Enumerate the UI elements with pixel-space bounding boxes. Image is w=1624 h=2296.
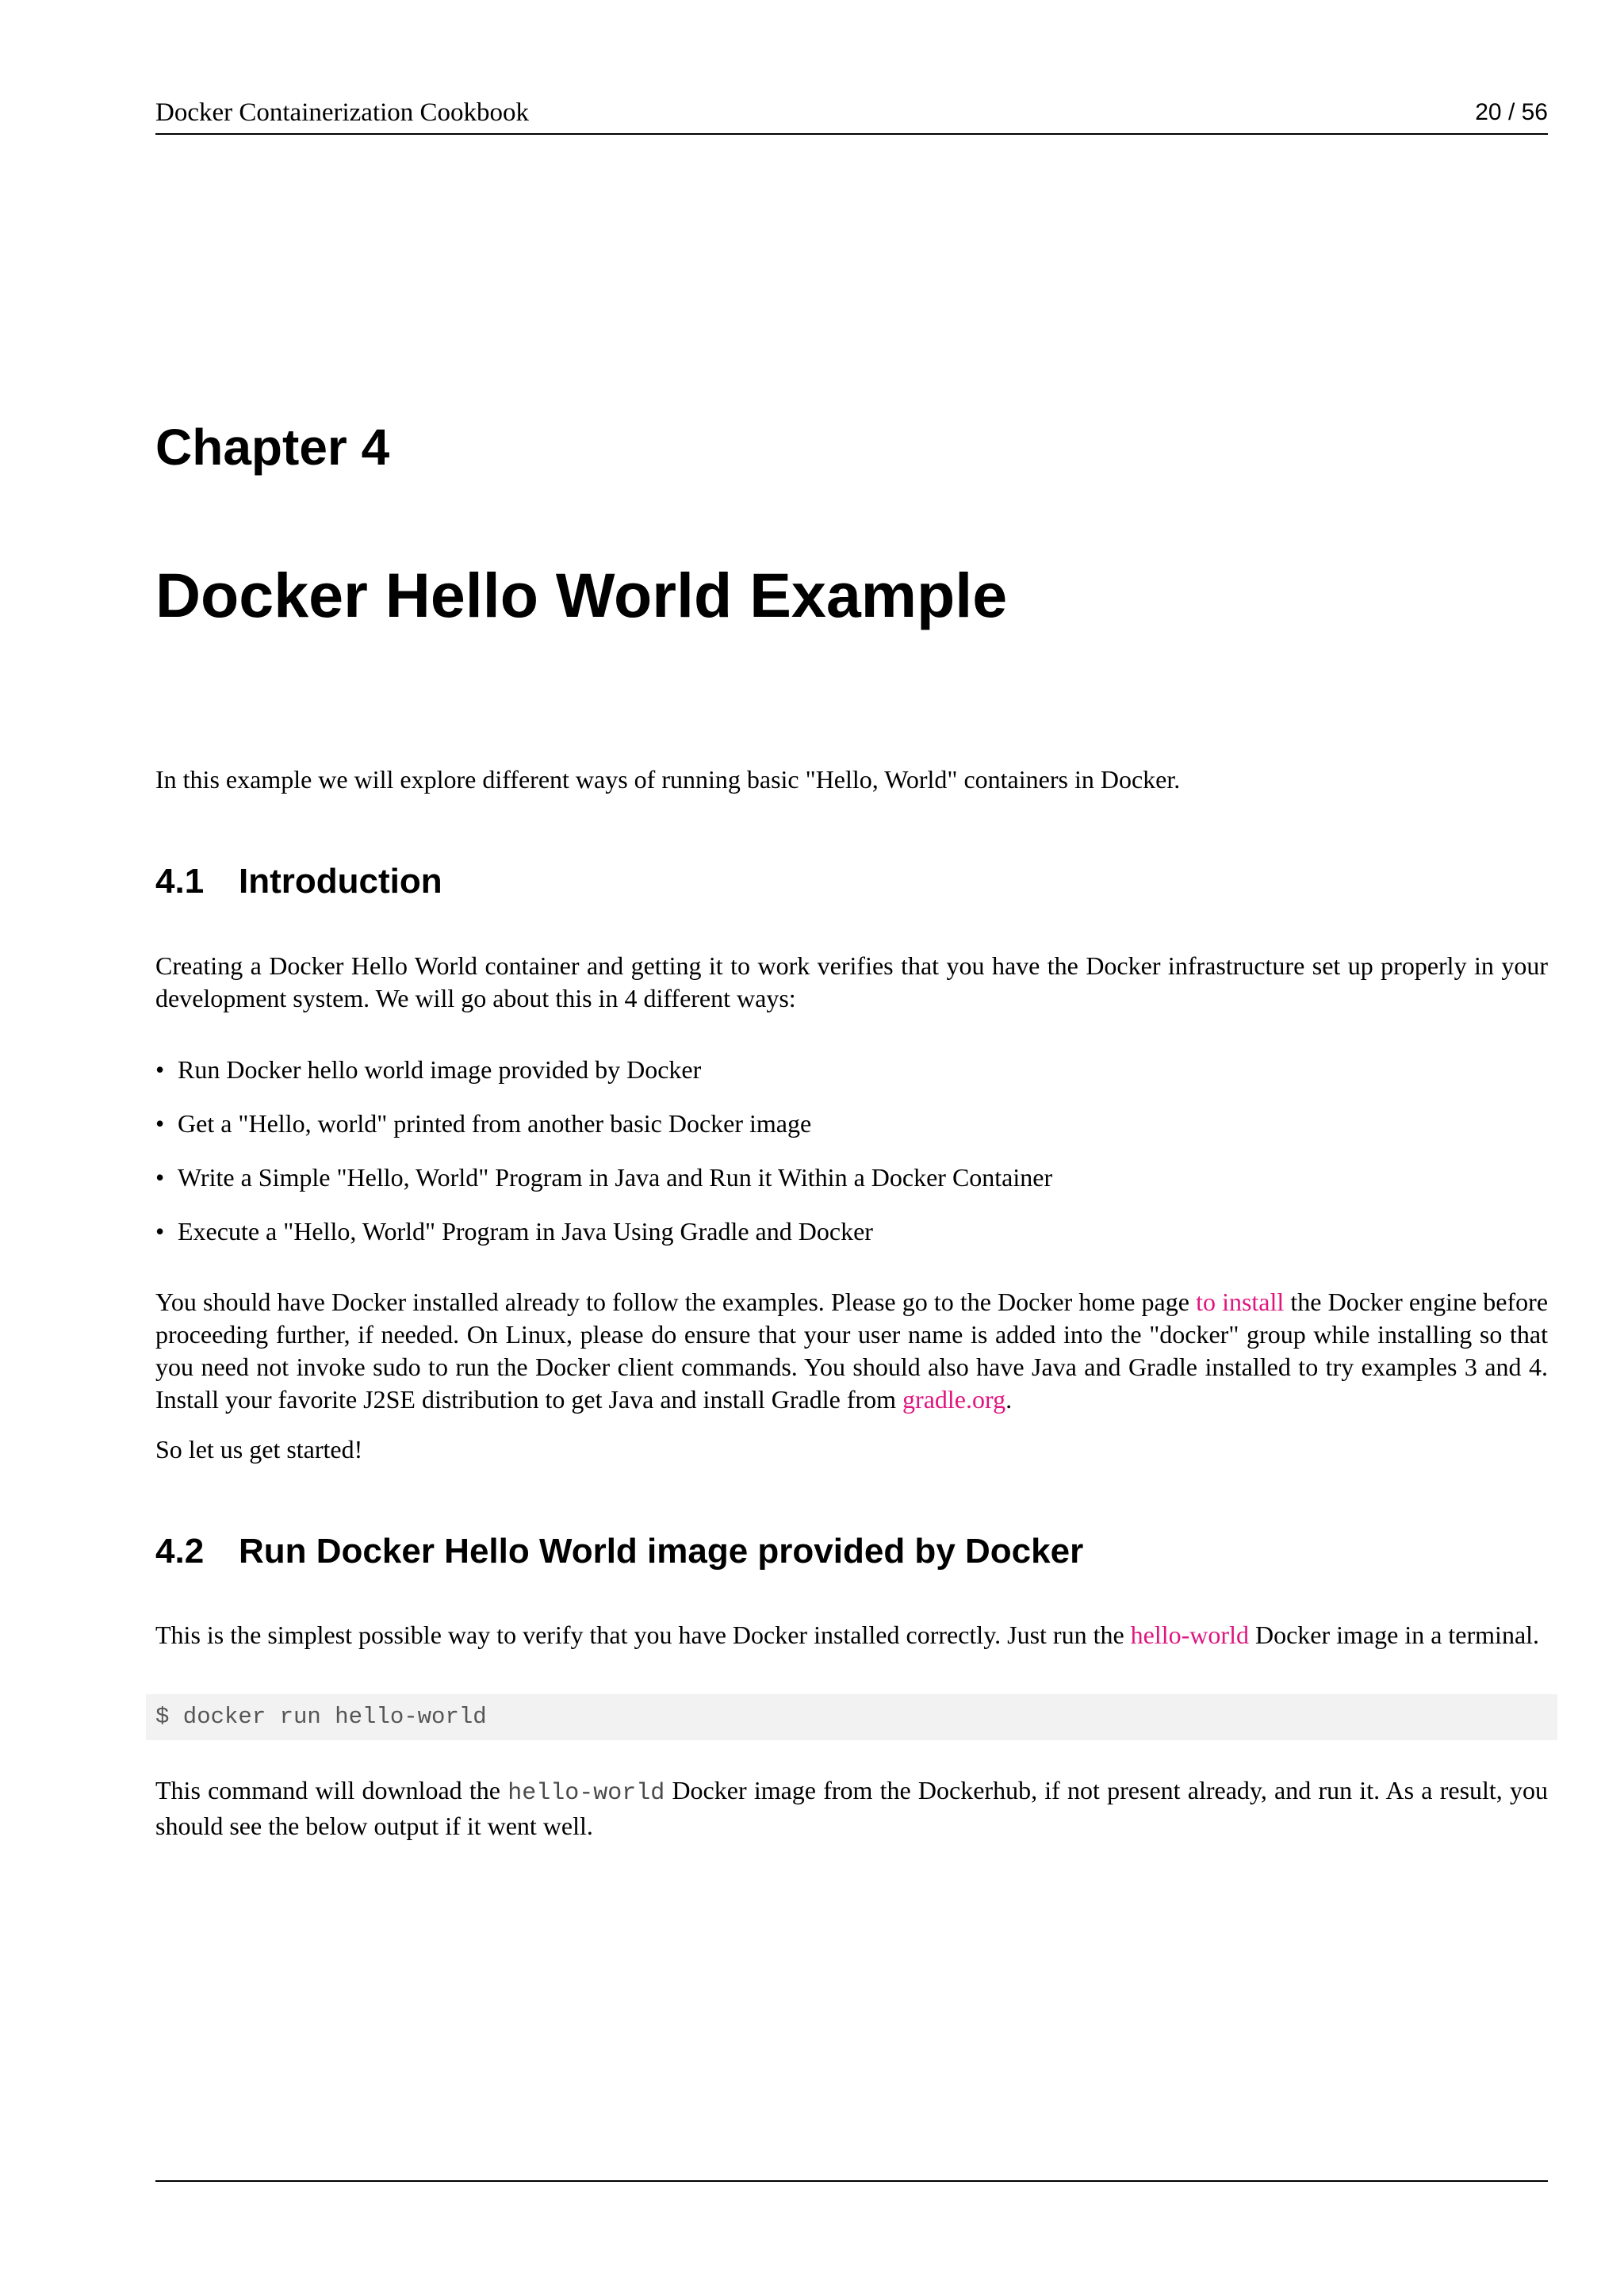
chapter-title: Docker Hello World Example [155,560,1008,630]
list-item-text: Write a Simple "Hello, World" Program in Java and Run it Within a Docker Container [178,1163,1053,1192]
list-item-text: Get a "Hello, world" printed from another basic Docker image [178,1109,812,1138]
ways-list [155,1054,1548,1269]
page-number: 20 / 56 [1475,99,1548,125]
bullet-icon: • [155,1055,165,1084]
section-heading-run-hello-world [155,1529,1083,1574]
footer-rule [155,2180,1548,2182]
to-install-link[interactable]: to install [1196,1288,1285,1316]
gradle-org-link[interactable]: gradle.org [902,1385,1006,1414]
list-item [155,1215,1548,1248]
list-item-text: Run Docker hello world image provided by Docker [178,1055,702,1084]
hello-world-link[interactable]: hello-world [1130,1621,1249,1649]
install-text-2: the Docker engine before proceeding further, if needed. On Linux, please do ensure that your user name is added into the "docker" group while installing so that you need not invoke sudo to run the Docker client commands. You should also have Java and Gradle installed to try examples 3 and 4. Install your favorite J2SE distribution to get Java and install Gradle from [155,1288,1549,1414]
book-title: Docker Containerization Cookbook [155,98,530,127]
chapter-label: Chapter 4 [155,419,390,476]
introduction-paragraph: Creating a Docker Hello World container and getting it to work verifies that you have the Docker infrastructure set up properly in your development system. We will go about this in 4 different ways: [155,951,1548,1012]
result-text-2: Docker image from the Dockerhub, if not present already, and run it. As a result, you should see the below output if it went well. [155,1776,1549,1840]
list-item [155,1054,1548,1086]
result-paragraph [155,1774,1548,1843]
list-item [155,1108,1548,1140]
code-block: $ docker run hello-world [146,1694,1557,1740]
install-text-3: . [1005,1385,1013,1414]
list-item [155,1161,1548,1194]
section-number: 4.1 [155,862,205,901]
bullet-icon: • [155,1163,165,1192]
section-title: Introduction [239,862,442,901]
install-paragraph [155,1286,1548,1416]
section-title: Run Docker Hello World image provided by Docker [239,1532,1084,1571]
inline-code: hello-world [508,1780,665,1807]
list-item-text: Execute a "Hello, World" Program in Java Using Gradle and Docker [178,1217,873,1246]
result-text-1: This command will download the [155,1776,508,1804]
section-number: 4.2 [155,1532,205,1571]
run-text-1: This is the simplest possible way to verify that you have Docker installed correctly. Just run the [155,1621,1131,1649]
install-text-1: You should have Docker installed already to follow the examples. Please go to the Docker home page [155,1288,1197,1316]
run-text-2: Docker image in a terminal. [1248,1621,1540,1649]
section-heading-introduction [155,859,442,904]
get-started-paragraph: So let us get started! [155,1435,363,1464]
running-header [155,94,1548,135]
run-hello-world-paragraph [155,1619,1548,1651]
chapter-intro: In this example we will explore different ways of running basic "Hello, World" containers in Docker. [155,765,1181,794]
bullet-icon: • [155,1109,165,1138]
bullet-icon: • [155,1217,165,1246]
